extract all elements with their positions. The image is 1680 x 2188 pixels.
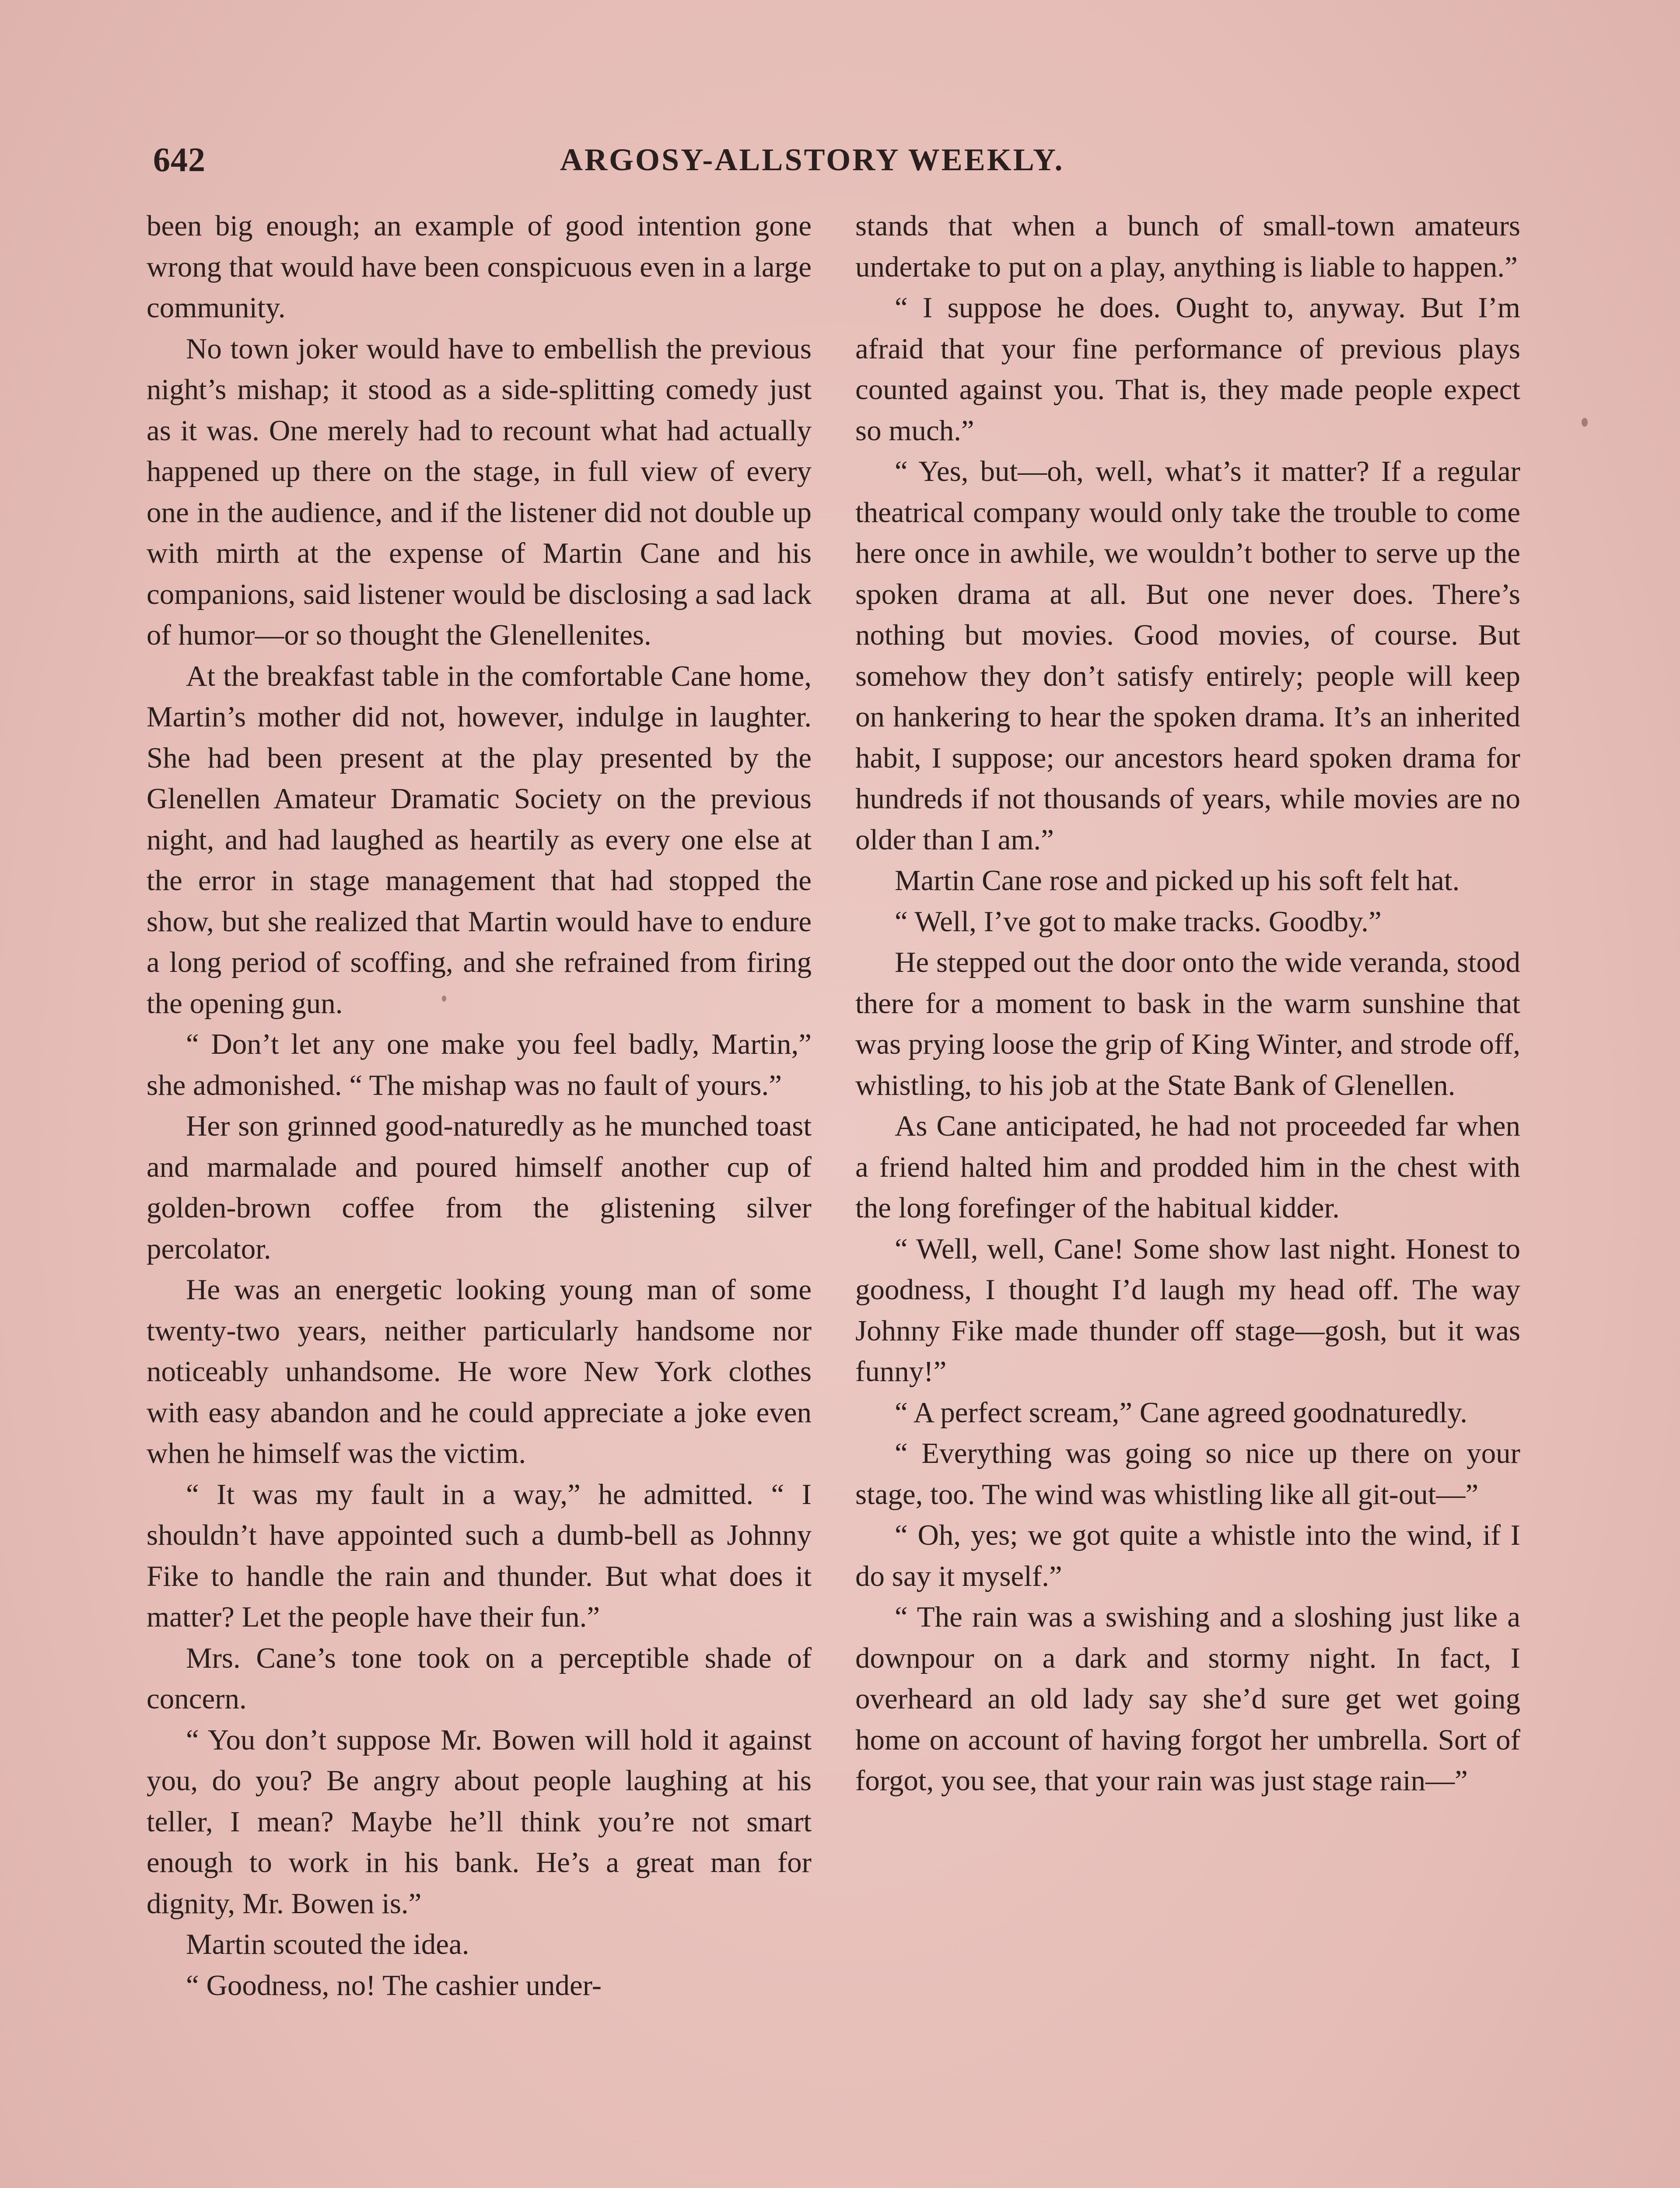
paragraph: “ It was my fault in a way,” he admitted. “ I shouldn’t have appointed such a dumb-bell as Johnny Fike to handle the rain and thunder. But what does it matter? Let the people have their fun.”: [147, 1478, 812, 1633]
paragraph: Martin Cane rose and picked up his soft felt hat.: [895, 864, 1460, 897]
paragraph: “ Yes, but—oh, well, what’s it matter? If a regular theatrical company would only take the trouble to come here once in awhile, we wouldn’t bother to serve up the spoken drama at all. But one never does. There’s nothing but movies. Good movies, of course. But somehow they don’t satisfy entirely; people will keep on hankering to hear the spoken drama. It’s an inherited habit, I suppose; our ancestors heard spoken drama for hundreds if not thousands of years, while movies are no older than I am.”: [855, 455, 1520, 856]
paragraph: “ A perfect scream,” Cane agreed goodnaturedly.: [895, 1396, 1467, 1429]
running-title: ARGOSY-ALLSTORY WEEKLY.: [560, 142, 1064, 177]
paragraph: He stepped out the door onto the wide veranda, stood there for a moment to bask in the warm sunshine that was prying loose the grip of King Winter, and strode off, whistling, to his job at the State Bank of Glenellen.: [855, 946, 1520, 1101]
paragraph: “ Goodness, no! The cashier under-: [186, 1969, 602, 2002]
paragraph: He was an energetic looking young man of some twenty-two years, neither particularly handsome nor noticeably unhandsome. He wore New York clothes with easy abandon and he could appreciate a joke even when he himself was the victim.: [147, 1273, 812, 1469]
paragraph: “ I suppose he does. Ought to, anyway. But I’m afraid that your fine performance of previous plays counted against you. That is, they made people expect so much.”: [855, 291, 1520, 447]
paragraph: Her son grinned good-naturedly as he munched toast and marmalade and poured himself another cup of golden-brown coffee from the glistening silver percolator.: [147, 1110, 812, 1265]
print-speck: [1582, 418, 1588, 427]
paragraph: “ The rain was a swishing and a sloshing just like a downpour on a dark and stormy night. In fact, I overheard an old lady say she’d sure get wet going home on account of having forgot her umbrella. Sort of forgot, you see, that your rain was just stage rain—”: [855, 1601, 1520, 1797]
paragraph: “ Oh, yes; we got quite a whistle into the wind, if I do say it myself.”: [855, 1519, 1520, 1592]
paragraph: “ Well, well, Cane! Some show last night. Honest to goodness, I thought I’d laugh my head off. The way Johnny Fike made thunder off stage—gosh, but it was funny!”: [855, 1232, 1520, 1388]
paragraph: stands that when a bunch of small-town amateurs undertake to put on a play, anything is liable to happen.”: [855, 210, 1520, 283]
page-number: 642: [153, 140, 206, 179]
paragraph: “ Don’t let any one make you feel badly, Martin,” she admonished. “ The mishap was no fault of yours.”: [147, 1028, 812, 1101]
print-speck: [442, 996, 446, 1002]
paragraph: As Cane anticipated, he had not proceeded far when a friend halted him and prodded him in the chest with the long forefinger of the habitual kidder.: [855, 1110, 1520, 1224]
right-column: [855, 206, 1520, 1802]
paragraph: “ Well, I’ve got to make tracks. Goodby.”: [895, 905, 1382, 938]
page-header: [153, 131, 1138, 188]
paragraph: At the breakfast table in the comfortable Cane home, Martin’s mother did not, however, indulge in laughter. She had been present at the play presented by the Glenellen Amateur Dramatic Society on the previous night, and had laughed as heartily as every one else at the error in stage management that had stopped the show, but she realized that Martin would have to endure a long period of scoffing, and she refrained from firing the opening gun.: [147, 659, 812, 1020]
paragraph: Mrs. Cane’s tone took on a perceptible shade of concern.: [147, 1641, 812, 1715]
paragraph: “ Everything was going so nice up there on your stage, too. The wind was whistling like all git-out—”: [855, 1437, 1520, 1511]
left-column: [147, 206, 812, 2006]
paragraph: “ You don’t suppose Mr. Bowen will hold it against you, do you? Be angry about people laughing at his teller, I mean? Maybe he’ll think you’re not smart enough to work in his bank. He’s a great man for dignity, Mr. Bowen is.”: [147, 1723, 812, 1920]
paragraph: No town joker would have to embellish the previous night’s mishap; it stood as a side-splitting comedy just as it was. One merely had to recount what had actually happened up there on the stage, in full view of every one in the audience, and if the listener did not double up with mirth at the expense of Martin Cane and his companions, said listener would be disclosing a sad lack of humor—or so thought the Glenellenites.: [147, 332, 812, 651]
paragraph: been big enough; an example of good intention gone wrong that would have been conspicuous even in a large community.: [147, 210, 812, 324]
paragraph: Martin scouted the idea.: [186, 1928, 469, 1960]
